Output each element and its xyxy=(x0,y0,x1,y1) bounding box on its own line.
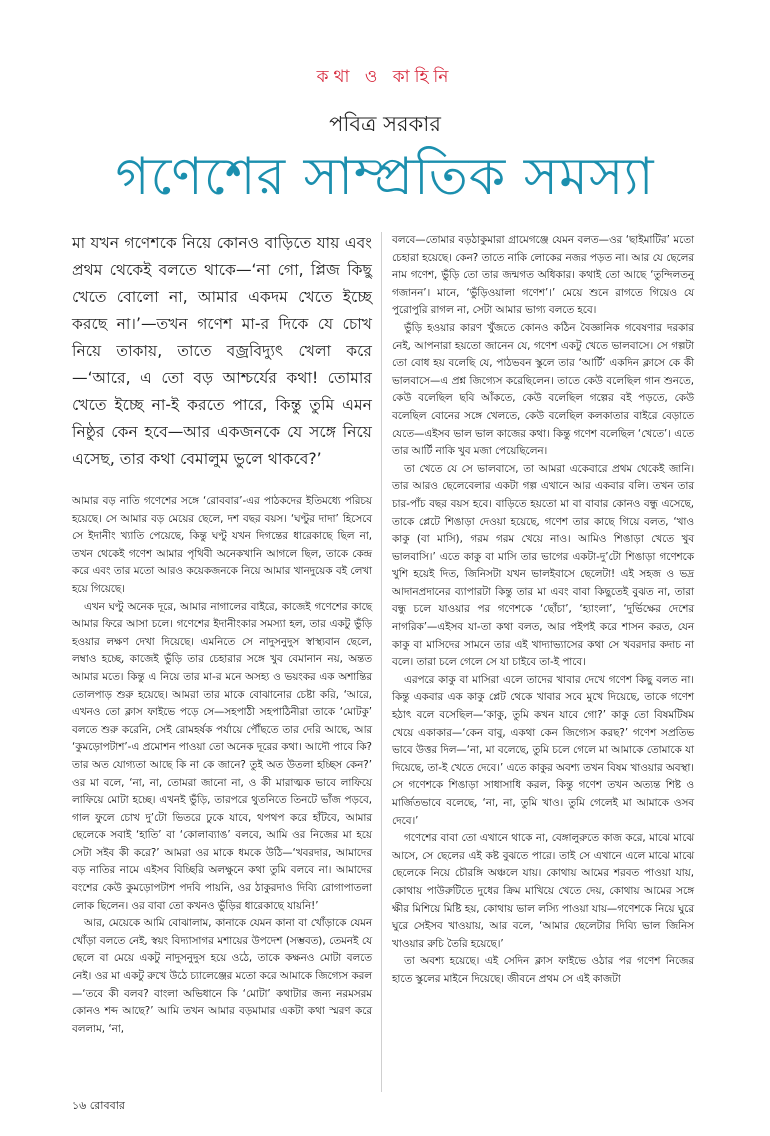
paragraph: এরপরে কাকু বা মাসিরা এলে তাদের খাবার দেখে গণেশ কিছু বলত না। কিন্তু একবার এক কাকু প্লেট থেকে খাবার সবে মুখে দিয়েছে, তাকে গণেশ হঠাৎ বলে বসেছিল—‘কাকু, তুমি কখন যাবে গো?’ কাকু তো বিষমটিষম খেয়ে একাকার—‘কেন বাবু, একথা কেন জিগ্যেস করছ?’ গণেশ সপ্রতিভ ভাবে উত্তর দিল—‘না, মা বলেছে, তুমি চলে গেলে মা আমাকে তোমাকে যা দিয়েছে, তা-ই খেতে দেবে।’ এতে কাকুর অবশ্য তখন বিষম খাওয়ার অবস্থা। সে গণেশকে শিঙাড়া সাধাসাধি করল, কিন্তু গণেশ তখন অত্যন্ত শিষ্ট ও মার্জিতভাবে বলেছে, ‘না, না, তুমি খাও। তুমি গেলেই মা আমাকে ওসব দেবে।’ xyxy=(392,673,694,827)
right-column xyxy=(392,232,694,989)
left-column xyxy=(72,230,372,1038)
paragraph: আমার বড় নাতি গণেশের সঙ্গে ‘রোববার’-এর পাঠকদের ইতিমধ্যে পরিচয় হয়েছে। সে আমার বড় মেয়ের ছেলে, দশ বছর বয়স। ‘ঘণ্টুর দাদা’ হিসেবে সে ইদানীং খ্যাতি পেয়েছে, কিন্তু ঘণ্টু যখন দিগন্তের ধারেকাছে ছিল না, তখন থেকেই গণেশ আমার পৃথিবী অনেকখানি আগলে ছিল, তাকে কেন্দ্র করে এবং তার মতো আরও কয়েকজনকে নিয়ে আমার খানদুয়েক বই লেখা হয়ে গিয়েছে। xyxy=(72,495,372,595)
right-column-text xyxy=(392,232,694,989)
paragraph: তা অবশ্য হয়েছে। এই সেদিন ক্লাস ফাইভে ওঠার পর গণেশ নিজের হাতে স্কুলের মাইনে দিয়েছে। জীবনে প্রথম সে এই কাজটা xyxy=(392,955,694,985)
paragraph: আর, মেয়েকে আমি বোঝালাম, কানাকে যেমন কানা বা খোঁড়াকে যেমন খোঁড়া বলতে নেই, স্বয়ং বিদ্যাসাগর মশায়ের উপদেশ (সম্ভবত), তেমনই যে ছেলে বা মেয়ে একটু নাদুসনুদুস হয়ে ওঠে, তাকে কক্ষনও মোটা বলতে নেই। ওর মা একটু রুখে উঠে চ্যালেঞ্জের মতো করে আমাকে জিগ্যেস করল—‘তবে কী বলব? বাংলা অভিধানে কি ‘মোটা’ কথাটার জন্য নরমসরম কোনও শব্দ আছে?’ আমি তখন আমার বড়মামার একটা কথা স্মরণ করে বললাম, ‘না, xyxy=(72,917,372,1035)
article-title: গণেশের সাম্প্রতিক সমস্যা xyxy=(115,147,655,207)
column-divider xyxy=(381,232,382,1092)
paragraph: এখন ঘণ্টু অনেক দূরে, আমার নাগালের বাইরে, কাজেই গণেশের কাছে আমার ফিরে আসা চলে। গণেশের ইদানীংকার সমস্যা হল, তার একটু ভুঁড়ি হওয়ার লক্ষণ দেখা দিয়েছে। এমনিতে সে নাদুসনুদুস স্বাস্থ্যবান ছেলে, লম্বাও হচ্ছে, কাজেই ভুঁড়ি তার চেহারার সঙ্গে খুব বেমানান নয়, অন্তত আমার মতে। কিন্তু এ নিয়ে তার মা-র মনে অসহ্য ও ভয়ংকর এক অশান্তির তোলপাড় শুরু হয়েছে। আমরা তার মাকে বোঝানোর চেষ্টা করি, ‘আরে, এখনও তো ক্লাস ফাইভে পড়ে সে—সহপাঠী সহপাঠিনীরা তাকে ‘মোটকু’ বলতে শুরু করেনি, সেই রোমহর্ষক পর্যায়ে পৌঁছতে তার দেরি আছে, আর ‘কুমড়োপটাশ’-এ প্রমোশন পাওয়া তো অনেক দূরের কথা। আদৌ পাবে কি? তার অত যোগ্যতা আছে কি না কে জানে? তুই অত উতলা হচ্ছিস কেন?’ ওর মা বলে, ‘না, না, তোমরা জানো না, ও কী মারাত্মক ভাবে লাফিয়ে লাফিয়ে মোটা হচ্ছে। এখনই ভুঁড়ি, তারপরে থুতনিতে তিনটে ভাঁজ পড়বে, গাল ফুলে চোখ দু’টো ভিতরে ঢুকে যাবে, থপথপ করে হাঁটবে, আমার ছেলেকে সবাই ‘হাতি’ বা ‘কোলাব্যাঙ’ বলবে, আমি ওর নিজের মা হয়ে সেটা সইব কী করে?’ আমরা ওর মাকে ধমকে উঠি—‘খবরদার, আমাদের বড় নাতির নামে এইসব বিচ্ছিরি অলক্ষুনে কথা তুমি বলবে না। আমাদের বংশের কেউ কুমড়োপটাশ পদবি পায়নি, ওর ঠাকুরদাও দিব্যি রোগাপাতলা লোক ছিলেন। ওর বাবা তো কখনও ভুঁড়ির ধারেকাছে যায়নি!’ xyxy=(72,600,372,912)
page-folio: ১৬ রোববার xyxy=(72,1099,125,1112)
left-column-text xyxy=(72,493,372,1038)
paragraph: গণেশের বাবা তো এখানে থাকে না, বেঙ্গালুরুতে কাজ করে, মাঝে মাঝে আসে, সে ছেলের এই কষ্ট বুঝতে পারে। তাই সে এখানে এলে মাঝে মাঝে ছেলেকে নিয়ে চৌরঙ্গি অঞ্চলে যায়। কোথায় আমের শরবত পাওয়া যায়, কোথায় পাউরুটিতে দুধের ক্রিম মাখিয়ে খেতে দেয়, কোথায় আমের সঙ্গে ক্ষীর মিশিয়ে মিষ্টি হয়, কোথায় ভাল লস্যি পাওয়া যায়—গণেশকে নিয়ে ঘুরে ঘুরে সেইসব খাওয়ায়, আর বলে, ‘আমার ছেলেটার দিব্যি ভাল জিনিস খাওয়ার রুচি তৈরি হয়েছে।’ xyxy=(392,832,694,950)
author-name: পবিত্র সরকার xyxy=(329,112,441,136)
paragraph: ভুঁড়ি হওয়ার কারণ খুঁজতে কোনও কঠিন বৈজ্ঞানিক গবেষণার দরকার নেই, আপনারা হয়তো জানেন যে, গণেশ একটু খেতে ভালবাসে। সে গল্পটা তো বোধ হয় বলেছি যে, পাঠভবন স্কুলে তার ‘আর্টি’ একদিন ক্লাসে কে কী ভালবাসে—এ প্রশ্ন জিগ্যেস করেছিলেন। তাতে কেউ বলেছিল গান শুনতে, কেউ বলেছিল ছবি আঁকতে, কেউ বলেছিল গল্পের বই পড়তে, কেউ বলেছিল বোনের সঙ্গে খেলতে, কেউ বলেছিল কলকাতার বাইরে বেড়াতে যেতে—এইসব ভাল ভাল কাজের কথা। কিন্তু গণেশ বলেছিল ‘খেতে’। এতে তার আর্টি নাকি খুব মজা পেয়েছিলেন। xyxy=(392,321,694,458)
paragraph: বলবে—তোমার বড়ঠাকুমারা গ্রামেগঞ্জে যেমন বলত—ওর ‘ছাইমাটির’ মতো চেহারা হয়েছে। কেন? তাতে নাকি লোকের নজর পড়ত না। আর যে ছেলের নাম গণেশ, ভুঁড়ি তো তার জন্মগত অধিকার। কথাই তো আছে ‘তুন্দিলতনু গজানন’। মানে, ‘ভুঁড়িওয়ালা গণেশ’।’ মেয়ে শুনে রাগতে গিয়েও যে পুরোপুরি রাগল না, সেটা আমার ভাগ্য বলতে হবে। xyxy=(392,234,694,317)
section-label: কথা ও কাহিনি xyxy=(316,67,454,87)
pull-quote: মা যখন গণেশকে নিয়ে কোনও বাড়িতে যায় এবং প্রথম থেকেই বলতে থাকে—‘না গো, প্লিজ কিছু খেতে বোলো না, আমার একদম খেতে ইচ্ছে করছে না।’—তখন গণেশ মা-র দিকে যে চোখ নিয়ে তাকায়, তাতে বজ্রবিদ্যুৎ খেলা করে—‘আরে, এ তো বড় আশ্চর্যের কথা! তোমার খেতে ইচ্ছে না-ই করতে পারে, কিন্তু তুমি এমন নিষ্ঠুর কেন হবে—আর একজনকে যে সঙ্গে নিয়ে এসেছ, তার কথা বেমালুম ভুলে থাকবে?’ xyxy=(72,234,372,468)
paragraph: তা খেতে যে সে ভালবাসে, তা আমরা একেবারে প্রথম থেকেই জানি। তার আরও ছেলেবেলার একটা গল্প এখানে আর একবার বলি। তখন তার চার-পাঁচ বছর বয়স হবে। বাড়িতে হয়তো মা বা বাবার কোনও বন্ধু এসেছে, তাকে প্লেটে শিঙাড়া দেওয়া হয়েছে, গণেশ তার কাছে গিয়ে বলত, ‘খাও কাকু (বা মাসি), গরম গরম খেয়ে নাও। আমিও শিঙাড়া খেতে খুব ভালবাসি।’ এতে কাকু বা মাসি তার ভাগের একটা-দু’টো শিঙাড়া গণেশকে খুশি হয়েই দিত, জিনিসটা যখন ভালইবাসে ছেলেটা! এই সহজ ও ভদ্র আদানপ্রদানের ব্যাপারটা কিন্তু তার মা এবং বাবা কিছুতেই বুঝত না, তারা বন্ধু চলে যাওয়ার পর গণেশকে ‘ছোঁচা’, ‘হ্যাংলা’, ‘দুর্ভিক্ষের দেশের নাগরিক’—এইসব যা-তা কথা বলত, আর পইপই করে শাসন করত, যেন কাকু বা মাসিদের সামনে তার এই খাদ্যাভ্যাসের কথা সে খবরদার কদাচ না বলে। তারা চলে গেলে সে যা চাইবে তা-ই পাবে। xyxy=(392,462,694,669)
